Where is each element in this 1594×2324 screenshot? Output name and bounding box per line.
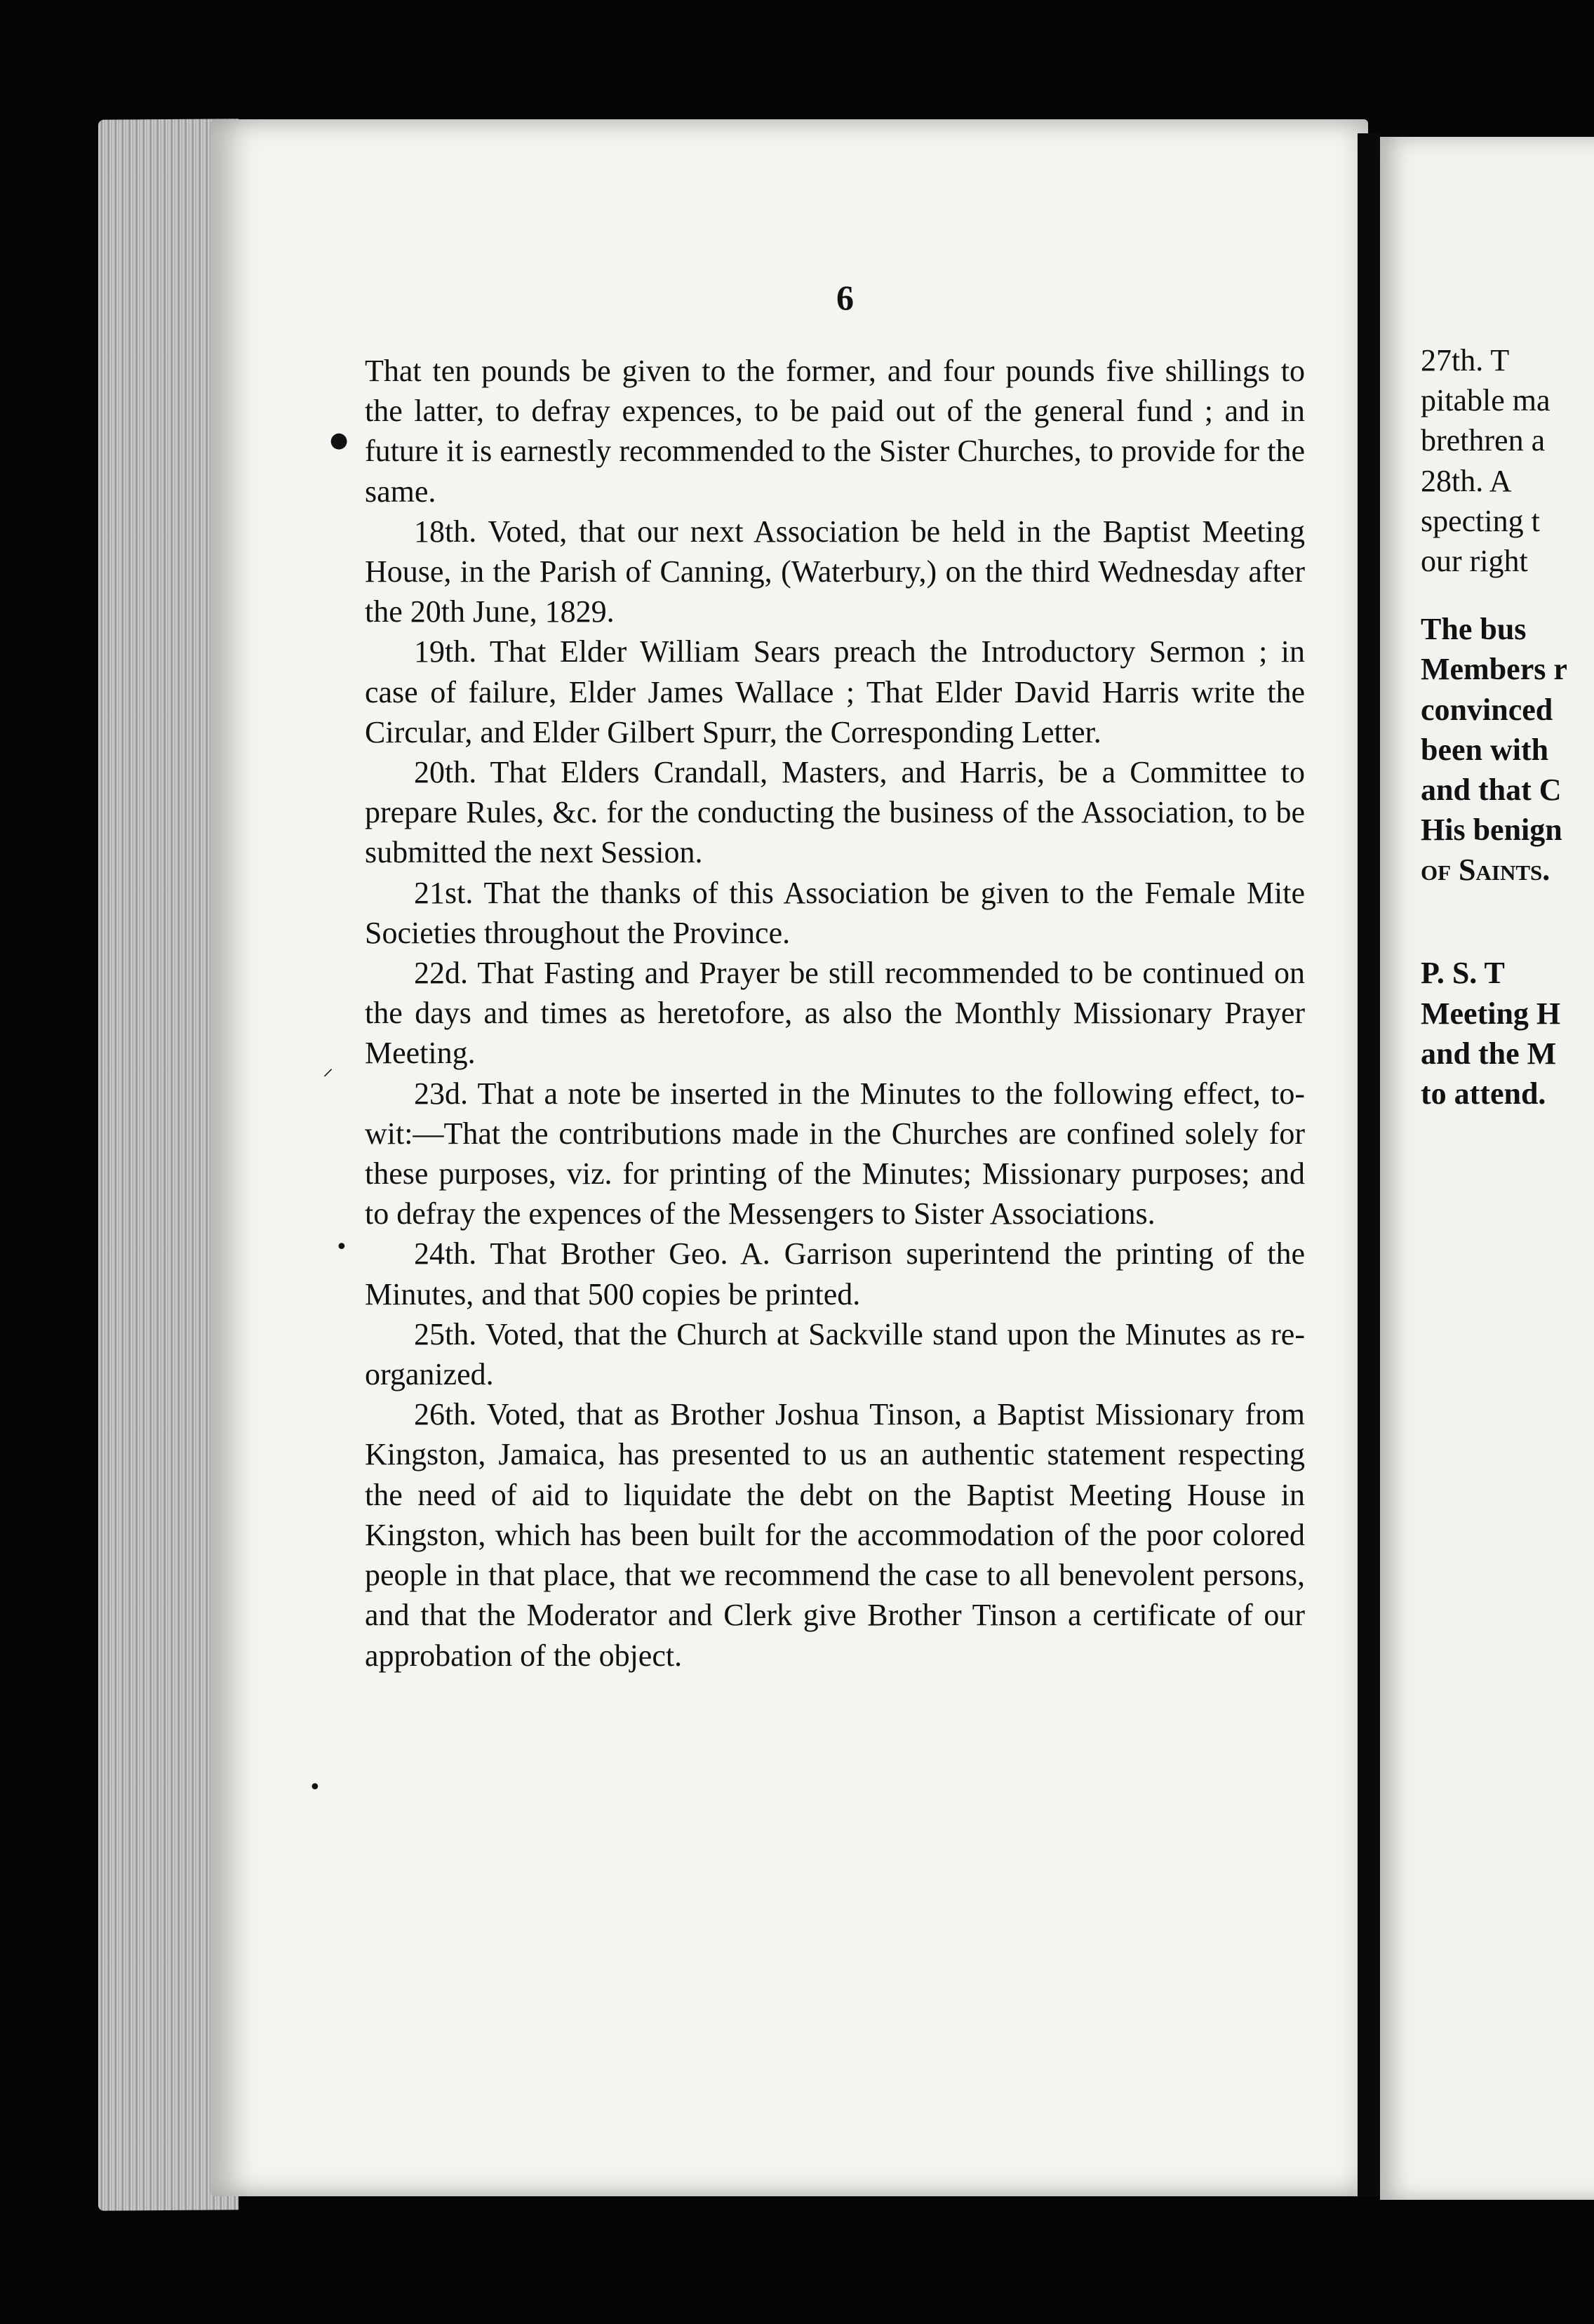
paragraph-26th: 26th. Voted, that as Brother Joshua Tinson, a Baptist Missionary from Kingston, Jamaica, has presented to us an authentic statement respecting the need of aid to liquidate the debt on the Baptist Meeting House in Kingston, which has been built for the accommodation of the poor colored people in that place, that we recommend the case to all benevolent persons, and that the Moderator and Clerk give Brother Tinson a certificate of our approbation of the object. xyxy=(365,1397,1305,1673)
paragraph-19th: 19th. That Elder William Sears preach the Introductory Sermon ; in case of failure, Elder James Wallace ; That Elder David Harris write the Circular, and Elder Gilbert Spurr, the Corresponding Letter. xyxy=(365,634,1305,749)
page-number: 6 xyxy=(836,278,854,317)
right-line: His benign xyxy=(1421,813,1562,848)
right-line: pitable ma xyxy=(1421,383,1551,418)
paragraph-24th: 24th. That Brother Geo. A. Garrison superintend the printing of the Minutes, and that 500 copies be printed. xyxy=(365,1236,1305,1311)
right-line: 28th. A xyxy=(1421,463,1512,498)
paragraph-25th: 25th. Voted, that the Church at Sackville stand upon the Minutes as re-organized. xyxy=(365,1316,1305,1392)
left-page-text xyxy=(365,351,1305,1676)
right-line: been with xyxy=(1421,732,1549,767)
right-line: P. S. T xyxy=(1421,956,1505,991)
paragraph-18th: 18th. Voted, that our next Association be held in the Baptist Meeting House, in the Parish of Canning, (Waterbury,) on the third Wednesday after the 20th June, 1829. xyxy=(365,514,1305,629)
right-line: our right xyxy=(1421,543,1528,578)
margin-tick-mark: ⸝ xyxy=(323,1056,333,1081)
right-line: brethren a xyxy=(1421,423,1546,458)
margin-dot-mark: ● xyxy=(330,428,349,453)
right-line: to attend. xyxy=(1421,1076,1546,1111)
right-line: and that C xyxy=(1421,772,1562,807)
margin-dot-mark-2: • xyxy=(335,1235,348,1260)
paragraph-21st: 21st. That the thanks of this Association be given to the Female Mite Societies throughout the Province. xyxy=(365,875,1305,950)
book-gutter xyxy=(1358,133,1380,2196)
paragraph-22d: 22d. That Fasting and Prayer be still recommended to be continued on the days and times as heretofore, as also the Monthly Missionary Prayer Meeting. xyxy=(365,956,1305,1071)
right-page-text xyxy=(1421,340,1594,1114)
paragraph-23d: 23d. That a note be inserted in the Minutes to the following effect, to-wit:—That the contributions made in the Churches are confined solely for these purposes, viz. for printing of the Minutes; Missionary purposes; and to defray the expences of the Messengers to Sister Associations. xyxy=(365,1076,1305,1231)
right-line: convinced xyxy=(1421,692,1553,727)
paragraph-opening: That ten pounds be given to the former, and four pounds five shillings to the latter, to defray expences, to be paid out of the general fund ; and in future it is earnestly recommended to the Sister Churches, to provide for the same. xyxy=(365,354,1305,509)
right-line: Meeting H xyxy=(1421,996,1561,1031)
right-line: The bus xyxy=(1421,612,1527,647)
margin-dot-mark-3: • xyxy=(309,1775,321,1800)
paragraph-20th: 20th. That Elders Crandall, Masters, and Harris, be a Committee to prepare Rules, &c. for the conducting the business of the Association, to be submitted the next Session. xyxy=(365,755,1305,870)
right-line: 27th. T xyxy=(1421,343,1510,378)
right-line: specting t xyxy=(1421,503,1540,538)
right-line: and the M xyxy=(1421,1036,1557,1071)
right-line: of Saints. xyxy=(1421,853,1551,888)
right-line: Members r xyxy=(1421,652,1567,687)
